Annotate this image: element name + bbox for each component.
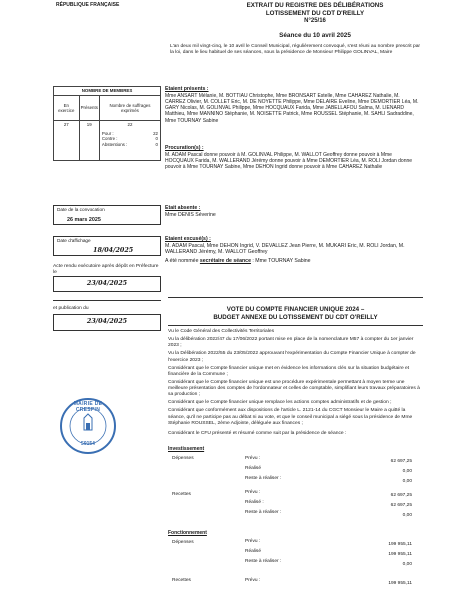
fct-depenses-label: Dépenses	[172, 540, 194, 545]
publication-block	[53, 306, 161, 325]
procurations-block	[165, 145, 420, 170]
lotissement-title: LOTISSEMENT DU CDT D'REILLY	[265, 10, 365, 17]
pour-label: Pour :	[101, 130, 114, 136]
session-date: Séance du 10 avril 2025	[279, 32, 351, 39]
executoire-block	[53, 264, 161, 287]
executoire-date: 23/04/2025	[86, 279, 128, 287]
contre-value: 0	[155, 136, 158, 141]
col-suffrages: Nombre de suffrages exprimés	[99, 96, 160, 121]
inv-d-realise-label: Réalisé	[245, 466, 261, 471]
secretary-prefix: A été nommée	[165, 257, 199, 264]
mairie-seal	[60, 398, 116, 454]
col-presents: Présents	[79, 96, 99, 121]
value-exercice: 27	[54, 121, 80, 161]
executoire-label: Acte rendu exécutoire après dépôt en Préfecture le	[53, 264, 159, 276]
deliberation-number: N°25/16	[304, 18, 326, 24]
body-line: Considérant que conformément aux dispositions de l'article L. 2121-14 du CGCT Monsieur le Maire a quitté la séance, qu'il ne participe pas au débat ni au vote, et que le conseil municipal a siégé sous la présidence de Mme Stéphanie ROUSSEL, 2ème Adjointe, déléguée aux finances ;	[168, 408, 413, 426]
publication-label: et publication du	[53, 306, 89, 311]
fonctionnement-label: Fonctionnement	[168, 530, 207, 536]
abstentions-value: 0	[155, 141, 158, 147]
body-line: Considérant le CFU présenté et résumé comme suit par la présidence de séance :	[168, 430, 347, 436]
presents-label: Etaient présents :	[165, 86, 209, 92]
intro-text: L'an deux mil vingt-cinq, le 10 avril le Conseil Municipal, régulièrement convoqué, s'est réuni au nombre prescrit par la loi, dans le lieu habituel de ses séances, sous la présidence de Monsieur Philippe GOLINVAL, Maire	[170, 44, 421, 56]
secretary-name: : Mme TOURNAY Sabine	[252, 257, 311, 264]
fct-d-prevu-value: 199 955,11	[388, 542, 412, 547]
inv-d-prevu-label: Prévu :	[245, 456, 261, 461]
pour-value: 22	[153, 130, 158, 136]
presents-text: Mme ANSART Mélanie, M. BOTTIAU Christophe, Mme BRONSART Estelle, Mme CAHAREZ Nathalie, M. CARREZ Olivier, M. COLLET Eric, M. DE NOYETTE Philippe, Mme DELAIRE Eveline, Mme DEMORTIER Léa, M. GARY Nicolas, M. GOLINVAL Philippe, Mme HOCQUAUX Farida, Mme JABELLAFOU Salma, M. LIENARD Matthieu, Mme MANNINO Stéphanie, M. NOISETTE Patrick, Mme ROUSSEL Stéphanie, M. SAHLI Sadraddine, Mme TOURNAY Sabine	[165, 92, 419, 124]
inv-d-reste-label: Reste à réaliser :	[245, 476, 282, 481]
body-text	[168, 329, 423, 437]
inv-r-reste-label: Reste à réaliser :	[245, 510, 282, 515]
inv-r-realise-value: 62 697,25	[390, 503, 412, 508]
fct-d-prevu-label: Prévu :	[245, 539, 261, 544]
presents-block	[165, 86, 420, 124]
republic-label: RÉPUBLIQUE FRANÇAISE	[56, 2, 120, 8]
procurations-label: Procuration(s) :	[165, 145, 204, 151]
seal-code: 59154	[81, 441, 95, 447]
absent-label: Etait absente :	[165, 205, 201, 211]
inv-r-prevu-label: Prévu :	[245, 490, 261, 495]
body-line: Considérant que le Compte financier unique met en évidence les informations clés sur la situation budgétaire et financière de la Commune ;	[168, 365, 410, 377]
fct-d-realise-label: Réalisé	[245, 549, 261, 554]
inv-r-prevu-value: 62 697,25	[390, 493, 412, 498]
left-divider	[53, 300, 161, 301]
body-line: Vu la Délibération 2022/55 du 23/05/2022 approuvant l'expérimentation du Compte Financier Unique à compter de l'exercice 2023 ;	[168, 351, 416, 363]
absent-block	[165, 205, 420, 218]
excuses-block	[165, 236, 420, 264]
excuses-text: M. ADAM Pascal, Mme DEHON Ingrid, V. DEVALLEZ Jean Pierre, M. MUKARI Eric, M. ROLI Jordan, M. WALLERAND Jérémy, M. WALLOT Geoffrey	[165, 242, 405, 255]
register-title: EXTRAIT DU REGISTRE DES DÉLIBÉRATIONS	[246, 2, 384, 9]
secretary-label: secrétaire de séance	[199, 257, 251, 264]
title-divider-top	[168, 297, 423, 298]
inv-d-realise-value: 0,00	[402, 469, 412, 474]
body-line: Vu le Code Général des Collectivités Territoriales	[168, 329, 275, 334]
procurations-text: M. ADAM Pascal donne pouvoir à M. GOLINVAL Philippe, M. WALLOT Geoffrey donne pouvoir à Mme HOCQUAUX Farida, M. WALLERAND Jérémy donne pouvoir à Mme DEMORTIER Léa, M. ROLI Jordan donne pouvoir à Mme TOURNAY Sabine, Mme DEHON Ingrid donne pouvoir à Mme CAHAREZ Nathalie	[165, 151, 413, 170]
affichage-date: 18/04/2025	[93, 246, 134, 254]
value-presents: 19	[79, 121, 99, 161]
body-line: Vu la délibération 2022/47 du 17/06/2022 portant mise en place de la nomenclature M57 à compter du 1er janvier 2023 ;	[168, 337, 414, 349]
fct-d-reste-label: Reste à réaliser :	[245, 559, 282, 564]
fct-recettes-label: Recettes	[172, 578, 191, 583]
body-line: Considérant que le Compte financier unique remplace les actions comptes administratifs et de gestion ;	[168, 400, 392, 406]
inv-d-reste-value: 0,00	[402, 479, 412, 484]
members-table-header: NOMBRE DE MEMBRES	[54, 87, 161, 96]
affichage-label: Date d'affichage	[57, 238, 91, 243]
contre-label: Contre :	[101, 136, 118, 141]
fct-r-prevu-value: 199 955,11	[388, 581, 412, 586]
convocation-date: 26 mars 2025	[67, 217, 101, 223]
inv-r-reste-value: 0,00	[402, 513, 412, 518]
value-suffrages: 22	[127, 122, 133, 127]
seal-name: MAIRIE DE CRESPIN	[73, 401, 103, 414]
body-line: Considérant que le Compte financier unique est une procédure expérimentale permettant à moyen terme une meilleure présentation des comptes de l'ordonnateur et celles de comptable, simplifiant leurs travaux préparatoires à sa production ;	[168, 379, 420, 398]
members-table	[53, 86, 161, 161]
abstentions-label: Abstentions :	[101, 141, 128, 147]
inv-recettes-label: Recettes	[172, 492, 191, 497]
vote-subtitle: BUDGET ANNEXE DU LOTISSEMENT DU CDT O'REILLY	[213, 314, 378, 321]
fct-d-realise-value: 199 955,11	[388, 552, 412, 557]
inv-d-prevu-value: 62 697,25	[390, 459, 412, 464]
investissement-label: Investissement	[168, 446, 205, 452]
inv-r-realise-label: Réalisé :	[245, 500, 264, 505]
absent-text: Mme DENIS Séverine	[165, 211, 216, 218]
inv-depenses-label: Dépenses	[172, 456, 194, 461]
convocation-label: Date de la convocation	[57, 207, 105, 212]
fct-d-reste-value: 0,00	[402, 562, 412, 567]
publication-date: 23/04/2025	[86, 317, 128, 325]
col-exercice: En exercice	[54, 96, 80, 121]
vote-title: VOTE DU COMPTE FINANCIER UNIQUE 2024 –	[226, 306, 365, 313]
title-divider-bottom	[168, 325, 423, 326]
fct-r-prevu-label: Prévu :	[245, 578, 261, 583]
excuses-label: Etaient excusé(s) :	[165, 236, 211, 242]
